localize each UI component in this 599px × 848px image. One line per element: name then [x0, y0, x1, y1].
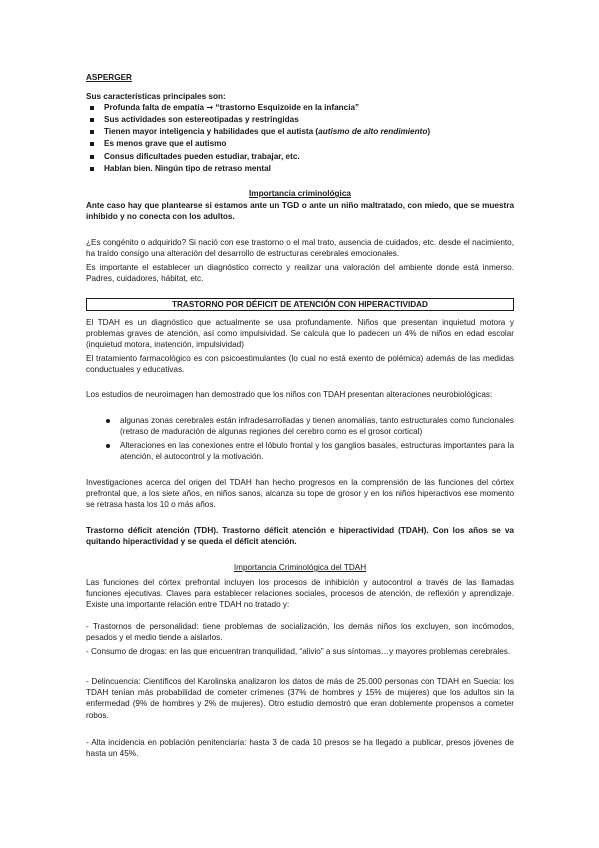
square-bullet-icon	[90, 142, 94, 146]
arrow-right-icon: →	[206, 103, 214, 112]
square-bullet-icon	[90, 167, 94, 171]
section-title-asperger: ASPERGER	[86, 73, 132, 82]
round-bullet-icon	[106, 419, 110, 423]
paragraph: ¿Es congénito o adquirido? Si nació con ese trastorno o el mal trato, ausencia de cuidados, etc. desde el nacimiento, ha traído consigo una alteración del desarrollo de estructuras cerebrales emocionales.	[86, 238, 514, 259]
paragraph: Investigaciones acerca del origen del TDAH han hecho progresos en la comprensión de las funciones del córtex prefrontal que, a los siete años, en niños sanos, alcanza su tope de grosor y en los niños hiperactivos ese momento se retrasa hasta los 10 o más años.	[86, 478, 514, 510]
square-bullet-icon	[90, 130, 94, 134]
list-item: Tienen mayor inteligencia y habilidades que el autista (autismo de alto rendimiento)	[104, 126, 514, 137]
paragraph: Los estudios de neuroimagen han demostrado que los niños con TDAH presentan alteraciones neurobiológicas:	[86, 390, 493, 399]
list-item: - Consumo de drogas: en las que encuentran tranquilidad, “alivio” a sus síntomas…y mayores problemas cerebrales.	[86, 647, 511, 656]
paragraph: Las funciones del córtex prefrontal incluyen los procesos de inhibición y autocontrol a través de las llamadas funciones ejecutivas. Claves para establecer relaciones sociales, procesos de atención, de reflexión y aprendizaje. Existe una importante relación entre TDAH no tratado y:	[86, 578, 514, 610]
list-item: Consus dificultades pueden estudiar, trabajar, etc.	[104, 151, 514, 162]
section-title-box-tdah: TRASTORNO POR DÉFICIT DE ATENCIÓN CON HIPERACTIVIDAD	[86, 298, 514, 311]
list-item: Alteraciones en las conexiones entre el lóbulo frontal y los ganglios basales, estructuras importantes para la atención, el autocontrol y la motivación.	[120, 440, 514, 462]
list-item: Es menos grave que el autismo	[104, 138, 514, 149]
asperger-intro: Sus características principales son:	[86, 92, 226, 101]
square-bullet-icon	[90, 155, 94, 159]
paragraph: Trastorno déficit atención (TDH). Trastorno déficit atención e hiperactividad (TDAH). Con los años se va quitando hiperactividad y se queda el déficit atención.	[86, 526, 514, 547]
paragraph: El tratamiento farmacológico es con psicoestimulantes (lo cual no está exento de polémica) además de las medidas conductuales y educativas.	[86, 354, 514, 375]
round-bullet-icon	[106, 444, 110, 448]
section-heading-crim-tdah: Importancia Criminológica del TDAH	[233, 563, 367, 572]
list-item: algunas zonas cerebrales están infradesarrolladas y tienen anomalías, tanto estructurales como funcionales (retraso de maduración de algunas regiones del cerebro como es el grosor cortical)	[120, 415, 514, 437]
section-heading-crim-asperger: Importancia criminológica	[249, 189, 351, 198]
paragraph: Ante caso hay que plantearse si estamos ante un TGD o ante un niño maltratado, con miedo, que se muestra inhibido y no conecta con los adultos.	[86, 201, 514, 222]
list-item: Hablan bien. Ningún tipo de retraso mental	[104, 163, 514, 174]
list-item: Sus actividades son estereotipadas y restringidas	[104, 114, 514, 125]
paragraph: Es importante el establecer un diagnóstico correcto y realizar una valoración del ambiente donde está inmerso. Padres, cuidadores, hábitat, etc.	[86, 263, 514, 284]
list-item: Profunda falta de empatía → “trastorno Esquizoide en la infancia”	[104, 102, 514, 113]
square-bullet-icon	[90, 106, 94, 110]
paragraph: El TDAH es un diagnóstico que actualmente se usa profundamente. Niños que presentan inquietud motora y problemas graves de atención, así como impulsividad. Se calcula que lo padecen un 4% de niños en edad escolar (inquietud motora, inatención, impulsividad)	[86, 318, 514, 350]
list-item: - Delincuencia: Científicos del Karolinska analizaron los datos de más de 25.000 personas con TDAH en Suecia: los TDAH tenían más probabilidad de cometer crímenes (37% de hombres y 15% de mujeres) que los adultos sin la enfermedad (9% de hombres y 2% de mujeres). Otro estudio demostró que eran doblemente propensos a cometer robos.	[86, 677, 514, 720]
list-item: - Alta incidencia en población penitenciaria: hasta 3 de cada 10 presos se ha llegado a publicar, presos jóvenes de hasta un 45%.	[86, 738, 514, 759]
square-bullet-icon	[90, 118, 94, 122]
list-item: - Trastornos de personalidad: tiene problemas de socialización, los demás niños los excluyen, son incómodos, pesados y el medio tiende a aislarlos.	[86, 622, 514, 643]
